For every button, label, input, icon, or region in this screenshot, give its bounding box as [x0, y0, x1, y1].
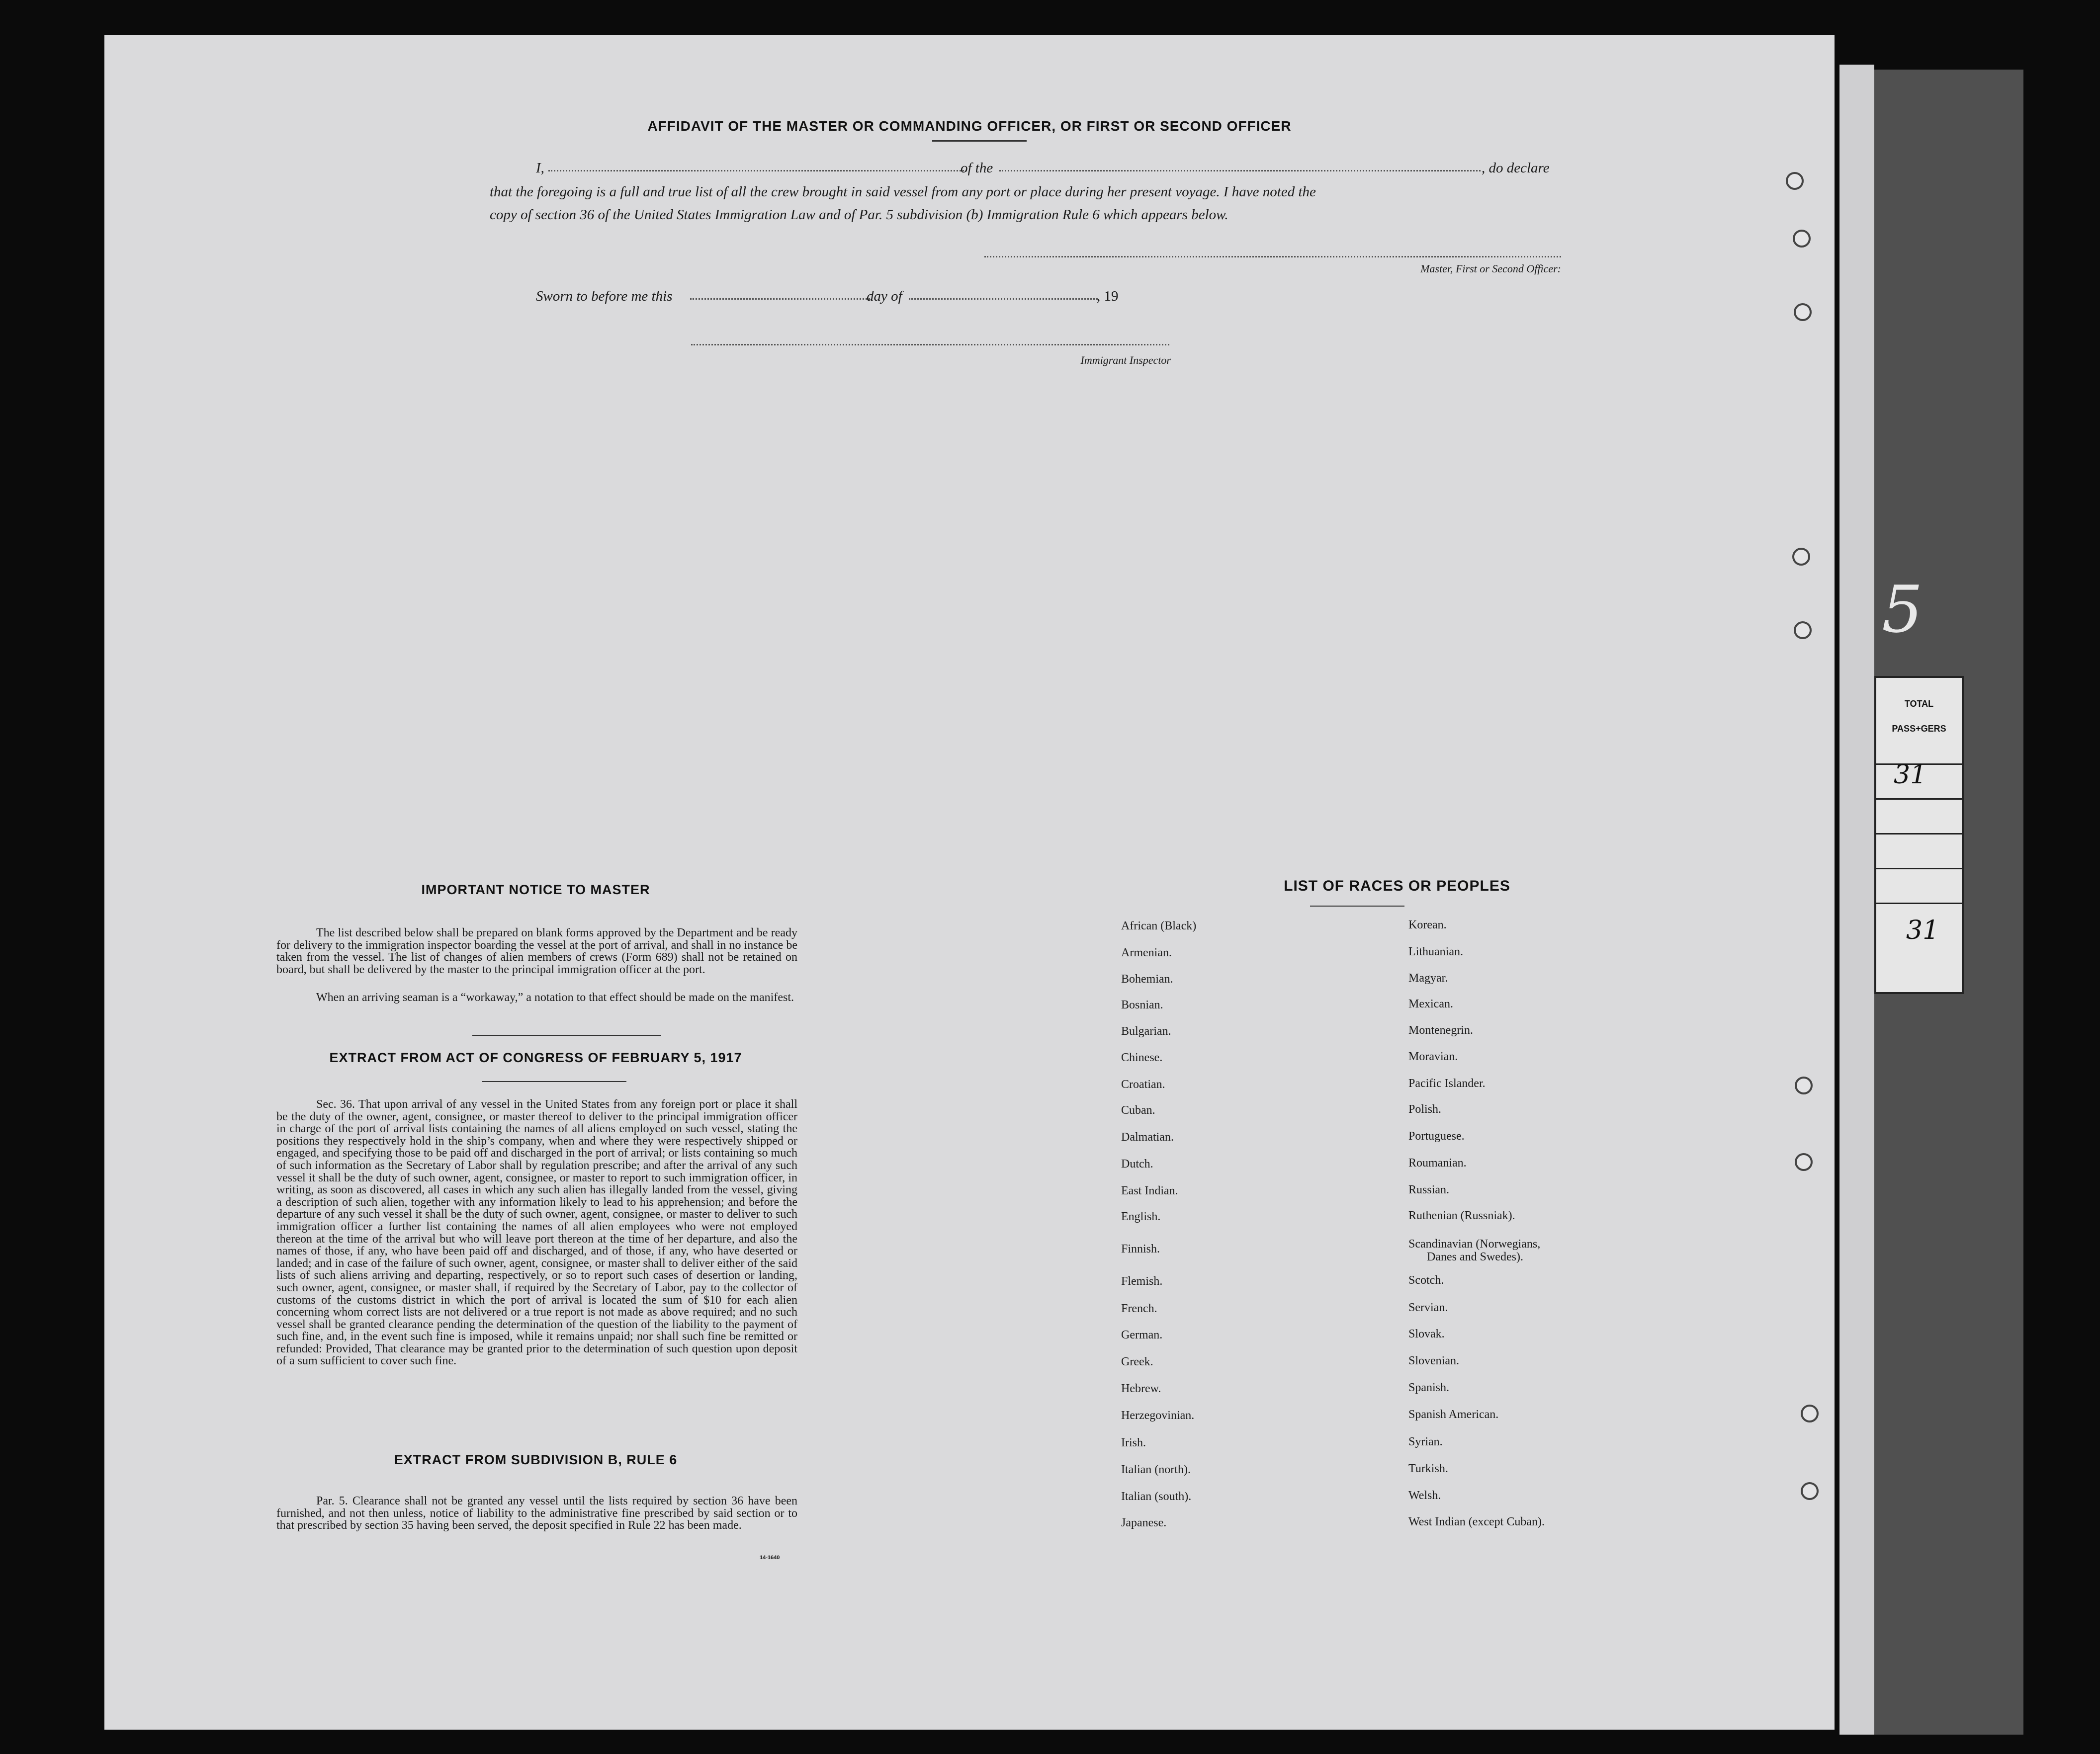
title-rule [932, 140, 1027, 142]
race-item: Slovak. [1408, 1328, 1445, 1340]
affidavit-i-label: I, [536, 160, 544, 176]
extract-rule-body: Par. 5. Clearance shall not be granted any vessel until the lists required by section 36 have been furnished, and not then unless, notice of liability to the administrative fine prescribed by said section or to that prescribed by section 35 having been served, the deposit specified in Rule 22 has been made. [276, 1495, 797, 1532]
form-number: 14-1640 [760, 1555, 780, 1561]
sworn-month-field[interactable] [909, 298, 1098, 300]
inspector-signature-line[interactable] [691, 344, 1169, 345]
corner-handwritten-mark: 5 [1882, 572, 1923, 647]
page-edge [1839, 65, 1874, 1735]
tally-header-pass: PASS+GERS [1892, 724, 1946, 734]
race-item: Scandinavian (Norwegians, [1408, 1238, 1541, 1251]
extract-act-body: Sec. 36. That upon arrival of any vessel in the United States from any foreign port or place it shall be the duty of the owner, agent, consignee, or master thereof to deliver to the principal immigration officer in charge of the port of arrival lists containing the names of all aliens employed on such vessel, stating the positions they respectively hold in the ship’s company, when and where they were respectively shipped or engaged, and specifying those to be paid off and discharged in the port of arrival; or lists containing so much of such information as the Secretary of Labor shall by regulation prescribe; and after the arrival of any such vessel it shall be the duty of such owner, agent, consignee, or master to report to such immigration officer, in writing, as soon as discovered, all cases in which any such alien has illegally landed from the vessel, giving a description of such alien, together with any information likely to lead to his apprehension; and before the departure of any such vessel it shall be the duty of such owner, agent, consignee, or master to deliver to such immigration officer a further list containing the names of all alien employees who were not employed thereon at the time of the arrival but who will leave port thereon at the time of her departure, and also the names of those, if any, who have been paid off and discharged, and of those, if any, who have deserted or landed; and in case of the failure of such owner, agent, consignee, or master shall to deliver either of the said lists of such aliens arriving and departing, respectively, or so to report such cases of desertion or landing, such owner, agent, consignee, or master shall, if required by the Secretary of Labor, pay to the collector of customs of the customs district in which the port of arrival is located the sum of $10 for each alien concerning whom correct lists are not delivered or a true report is not made as above required; and no such vessel shall be granted clearance pending the determination of the question of the liability to the payment of such fine, and, in the event such fine is imposed, while it remains unpaid; nor shall such fine be remitted or refunded: Provided, That clearance may be granted prior to the determination of such question upon deposit of a sum sufficient to cover such fine. [276, 1098, 797, 1368]
race-item: Pacific Islander. [1408, 1077, 1486, 1090]
race-item: Bulgarian. [1121, 1025, 1171, 1038]
race-item: Cuban. [1121, 1104, 1155, 1117]
race-item: Bosnian. [1121, 999, 1163, 1011]
tally-header-total: TOTAL [1904, 699, 1934, 709]
notice-title: IMPORTANT NOTICE TO MASTER [421, 882, 650, 897]
punch-hole [1801, 1405, 1819, 1422]
race-item: Croatian. [1121, 1078, 1165, 1091]
section-rule [472, 1035, 661, 1036]
master-signature-label: Master, First or Second Officer: [1420, 262, 1561, 275]
race-item: Servian. [1408, 1301, 1448, 1314]
race-item: Greek. [1121, 1355, 1153, 1368]
race-item: Italian (north). [1121, 1463, 1191, 1476]
race-item: Ruthenian (Russniak). [1408, 1209, 1515, 1222]
race-item: Montenegrin. [1408, 1024, 1473, 1037]
race-item: Portuguese. [1408, 1130, 1465, 1143]
race-item: Korean. [1408, 919, 1447, 931]
race-item: Irish. [1121, 1436, 1146, 1449]
tally-cell [1876, 833, 1962, 869]
tally-header-cell [1876, 678, 1962, 765]
race-item: Russian. [1408, 1183, 1450, 1196]
race-item: Slovenian. [1408, 1354, 1459, 1367]
extract-act-title: EXTRACT FROM ACT OF CONGRESS OF FEBRUARY 5, 1917 [329, 1050, 742, 1065]
race-item: Hebrew. [1121, 1382, 1161, 1395]
punch-hole [1795, 1153, 1813, 1171]
race-item: Japanese. [1121, 1516, 1167, 1529]
vessel-name-field[interactable] [999, 170, 1481, 171]
races-rule [1310, 906, 1404, 907]
punch-hole [1786, 172, 1804, 190]
race-item: Chinese. [1121, 1051, 1163, 1064]
affidavit-line-2: that the foregoing is a full and true list of all the crew brought in said vessel from any port or place during her present voyage. I have noted the [490, 184, 1316, 200]
race-item: Italian (south). [1121, 1490, 1192, 1503]
race-item: Spanish American. [1408, 1408, 1499, 1421]
race-item: Herzegovinian. [1121, 1409, 1195, 1422]
race-item: Finnish. [1121, 1243, 1160, 1255]
race-item: Turkish. [1408, 1462, 1448, 1475]
race-item: Spanish. [1408, 1381, 1450, 1394]
race-item: East Indian. [1121, 1184, 1178, 1197]
sworn-day-field[interactable] [690, 298, 870, 300]
affidavit-line-3: copy of section 36 of the United States Immigration Law and of Par. 5 subdivision (b) Immigration Rule 6 which appears below. [490, 207, 1228, 223]
tally-cell [1876, 798, 1962, 835]
affidavit-of-the-label: of the [961, 160, 993, 176]
race-item: German. [1121, 1329, 1163, 1341]
race-item: Polish. [1408, 1103, 1442, 1116]
tally-box [1874, 676, 1964, 994]
extract-act-rule [482, 1081, 626, 1082]
punch-hole [1792, 548, 1810, 566]
day-of-label: day of [867, 288, 902, 304]
race-item: Dalmatian. [1121, 1131, 1174, 1144]
race-item: Bohemian. [1121, 973, 1173, 986]
extract-rule-paragraph [276, 1495, 797, 1532]
punch-hole [1794, 303, 1812, 321]
tally-value-top: 31 [1894, 760, 1927, 790]
race-item: French. [1121, 1302, 1157, 1315]
affidavit-declare-label: , do declare [1482, 160, 1550, 176]
master-signature-line[interactable] [984, 256, 1561, 257]
race-item: Syrian. [1408, 1435, 1443, 1448]
race-item: West Indian (except Cuban). [1408, 1515, 1545, 1528]
tally-value-bottom: 31 [1906, 916, 1939, 945]
form-page [104, 35, 1835, 1730]
race-item: Armenian. [1121, 946, 1172, 959]
race-item: Welsh. [1408, 1489, 1441, 1502]
race-item: Danes and Swedes). [1427, 1251, 1523, 1263]
race-item: Roumanian. [1408, 1157, 1467, 1169]
notice-body-2: When an arriving seaman is a “workaway,” a notation to that effect should be made on the manifest. [316, 991, 794, 1004]
race-item: Lithuanian. [1408, 945, 1463, 958]
notice-paragraph-2 [276, 992, 797, 1004]
race-item: Flemish. [1121, 1275, 1163, 1288]
races-title: LIST OF RACES OR PEOPLES [1284, 878, 1510, 894]
race-item: African (Black) [1121, 919, 1197, 932]
notice-body-1: The list described below shall be prepared on blank forms approved by the Department and be ready for delivery to the immigration inspector boarding the vessel at the port of arrival, and shall in no instance be taken from the vessel. The list of changes of alien members of crews (Form 689) shall not be retained on board, but shall be delivered by the master to the principal immigration officer at the port. [276, 926, 797, 976]
master-name-field[interactable] [548, 170, 967, 171]
race-item: Dutch. [1121, 1158, 1153, 1170]
tally-cell [1876, 868, 1962, 904]
punch-hole [1801, 1482, 1819, 1500]
race-item: Moravian. [1408, 1050, 1458, 1063]
extract-rule-title: EXTRACT FROM SUBDIVISION B, RULE 6 [394, 1452, 678, 1467]
notice-paragraph-1 [276, 927, 797, 976]
race-item: Scotch. [1408, 1274, 1444, 1287]
race-item: Magyar. [1408, 972, 1448, 985]
affidavit-title: AFFIDAVIT OF THE MASTER OR COMMANDING OFFICER, OR FIRST OR SECOND OFFICER [647, 118, 1292, 134]
punch-hole [1795, 1077, 1813, 1094]
race-item: Mexican. [1408, 998, 1453, 1010]
punch-hole [1793, 230, 1811, 248]
sworn-label: Sworn to before me this [536, 288, 673, 304]
race-item: English. [1121, 1210, 1161, 1223]
inspector-label: Immigrant Inspector [1080, 354, 1171, 366]
punch-hole [1794, 621, 1812, 639]
year-label: , 19 [1097, 288, 1119, 304]
extract-act-paragraph [276, 1098, 797, 1367]
